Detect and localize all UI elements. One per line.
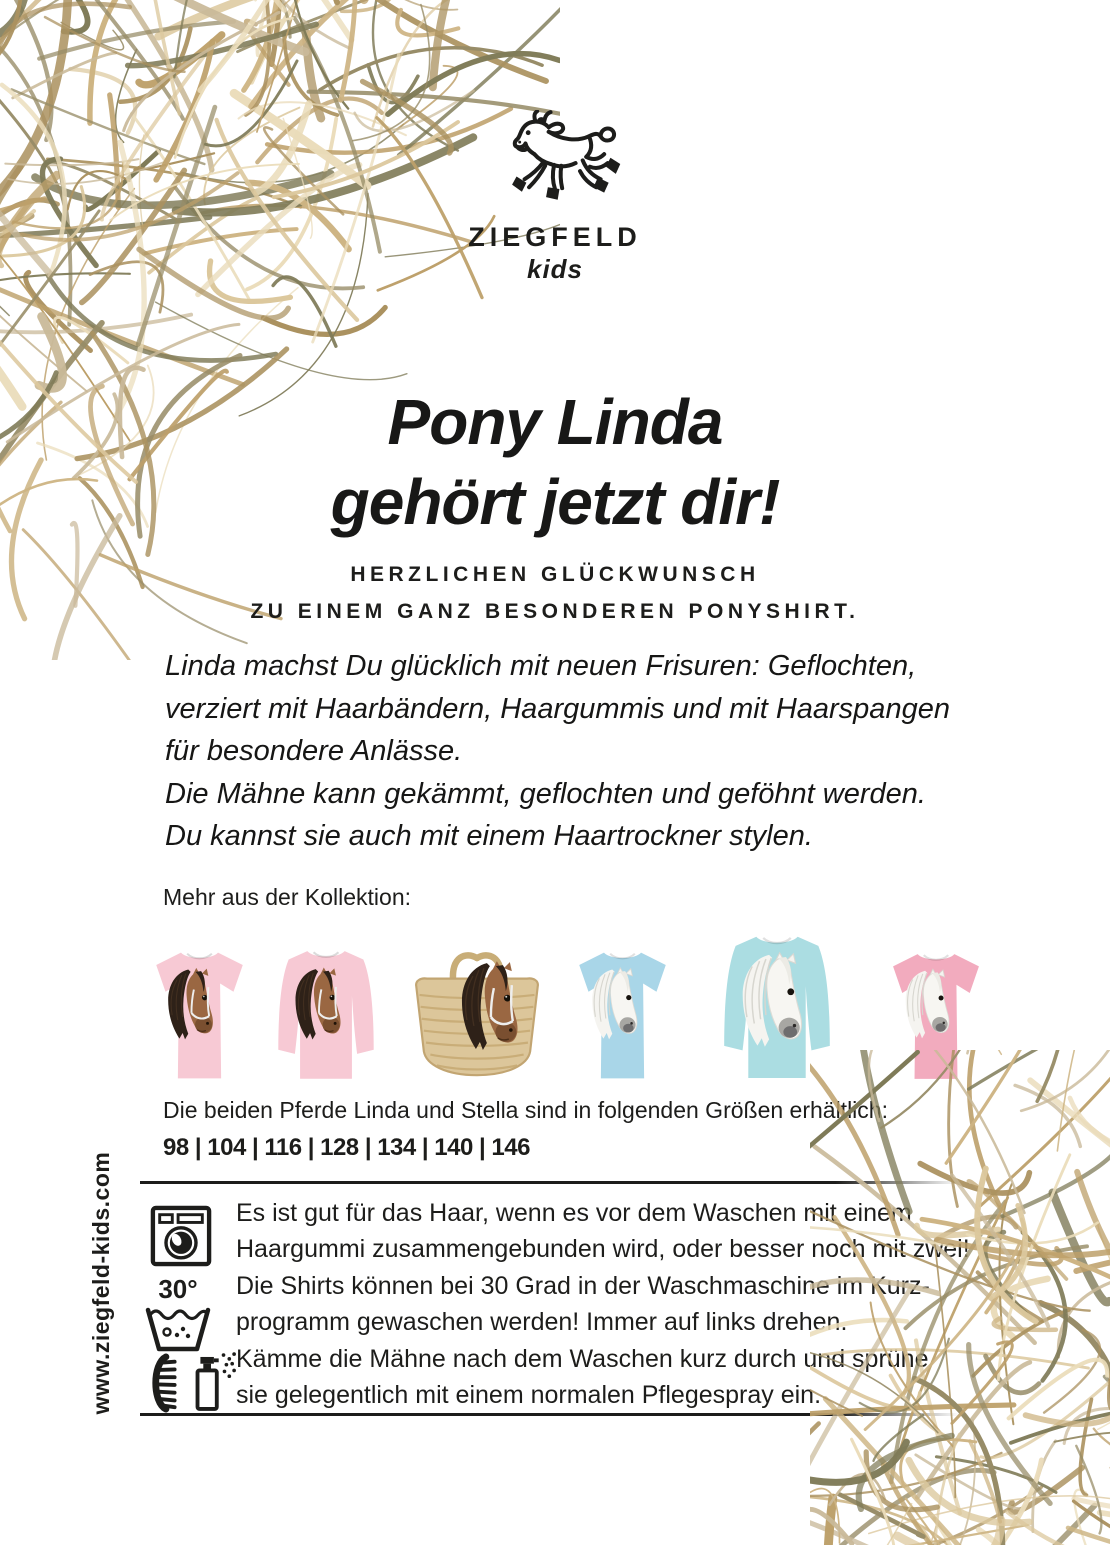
care-text-line: sie gelegentlich mit einem normalen Pflegespray ein. — [236, 1381, 822, 1410]
intro-line: Linda machst Du glücklich mit neuen Frisuren: Geflochten, — [165, 650, 917, 682]
handwash-30-degrees-icon — [142, 1276, 214, 1354]
product-straw-basket-brown-pony — [401, 945, 553, 1086]
page-title-line-1: Pony Linda — [387, 386, 723, 458]
congratulations-subtitle — [0, 556, 1110, 630]
care-instructions-section — [140, 1181, 968, 1416]
brand-sub-name: kids — [526, 254, 584, 284]
care-text-line: Haargummi zusammengebunden wird, oder besser noch mit zwei! — [236, 1235, 970, 1264]
sizes-info — [163, 1094, 888, 1164]
collection-label: Mehr aus der Kollektion: — [163, 884, 412, 910]
comb-icon — [148, 1353, 178, 1413]
page-title-line-2: gehört jetzt dir! — [330, 466, 780, 538]
subtitle-line-1: HERZLICHEN GLÜCKWUNSCH — [350, 563, 760, 586]
care-text-line: Kämme die Mähne nach dem Waschen kurz durch und sprühe — [236, 1344, 929, 1373]
intro-line: verziert mit Haarbändern, Haargummis und mit Haarspangen — [165, 692, 950, 725]
intro-paragraph — [165, 645, 985, 858]
intro-line: Die Mähne kann gekämmt, geflochten und geföhnt werden. — [165, 777, 926, 810]
collection-products-row — [148, 928, 992, 1086]
sizes-values: 98 | 104 | 116 | 128 | 134 | 140 | 146 — [163, 1134, 530, 1161]
product-tshirt-pink-brown-pony — [148, 946, 251, 1086]
product-tshirt-lightblue-white-pony — [571, 946, 674, 1086]
divider-bottom — [140, 1413, 968, 1416]
care-text-line: programm gewaschen werden! Immer auf links drehen. — [236, 1308, 848, 1337]
intro-line: für besondere Anlässe. — [165, 735, 463, 767]
page-title — [0, 382, 1110, 542]
product-tshirt-pink-white-pony — [880, 948, 992, 1086]
website-url: www.ziegfeld-kids.com — [88, 1151, 114, 1415]
brand-name: ZIEGFELD — [468, 222, 642, 252]
intro-line: Du kannst sie auch mit einem Haartrockner stylen. — [165, 820, 813, 852]
spray-bottle-icon — [185, 1351, 237, 1413]
care-text-line: Es ist gut für das Haar, wenn es vor dem Waschen mit einem — [236, 1199, 912, 1227]
sizes-label: Die beiden Pferde Linda und Stella sind in folgenden Größen erhältlich: — [163, 1097, 888, 1123]
comb-and-spray-icon — [148, 1351, 237, 1413]
washing-machine-icon — [150, 1205, 212, 1267]
subtitle-line-2: ZU EINEM GANZ BESONDEREN PONYSHIRT. — [250, 600, 860, 623]
brand-logo — [0, 110, 1110, 285]
product-longsleeve-turquoise-white-pony — [693, 931, 861, 1086]
product-longsleeve-pink-brown-pony — [270, 946, 382, 1086]
care-text-line: Die Shirts können bei 30 Grad in der Waschmaschine im Kurz- — [236, 1271, 930, 1300]
goat-kid-icon — [479, 110, 631, 218]
temperature-label: 30° — [158, 1274, 198, 1304]
